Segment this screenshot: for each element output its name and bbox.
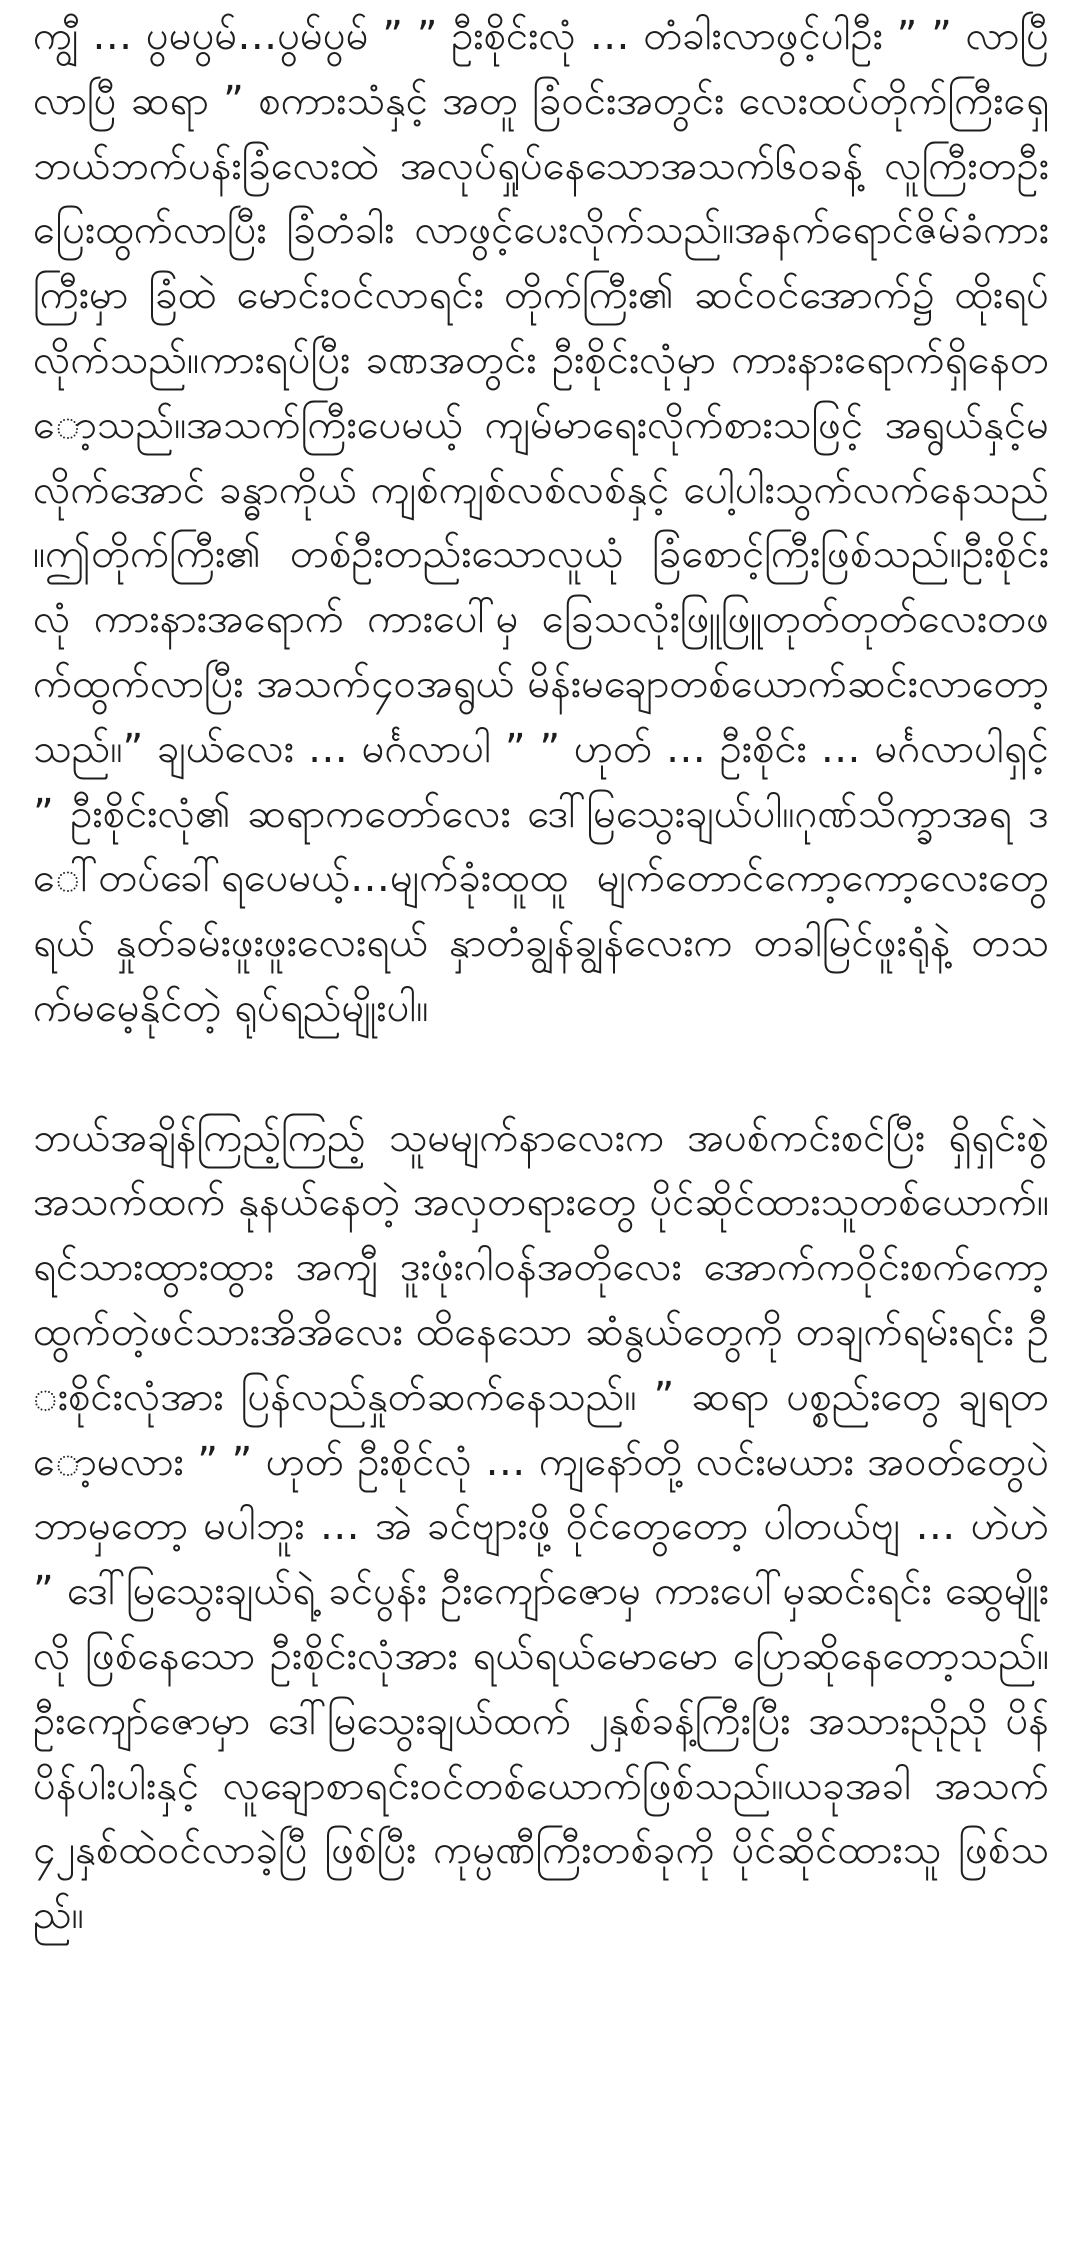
article-paragraph: ကျွီ … ပွမပွမ်…ပွမ်ပွမ် ” ” ဦးစိုင်းလုံ … တံခါးလာဖွင့်ပါဦး ” ” လာပြီ လာပြီ ဆရာ ” စကားသံနှင့် အတူ ခြံဝင်းအတွင်း လေးထပ်တိုက်ကြီးရှေ့ဘယ်ဘက်ပန်းခြံလေးထဲ အလုပ်ရှုပ်နေသောအသက်၆၀ခန့် လူကြီးတဦးပြေးထွက်လာပြီး ခြံတံခါး လာဖွင့်ပေးလိုက်သည်။အနက်ရောင်ဇိမ်ခံကားကြီးမှာ ခြံထဲ မောင်းဝင်လာရင်း တိုက်ကြီး၏ ဆင်ဝင်အောက်၌ ထိုးရပ်လိုက်သည်။ကားရပ်ပြီး ခဏအတွင်း ဦးစိုင်းလုံမှာ ကားနားရောက်ရှိနေတော့သည်။အသက်ကြီးပေမယ့် ကျမ်မာရေးလိုက်စားသဖြင့် အရွယ်နှင့်မလိုက်အောင် ခန္ဓာကိုယ် ကျစ်ကျစ်လစ်လစ်နှင့် ပေါ့ပါးသွက်လက်နေသည်။ဤတိုက်ကြီး၏ တစ်ဦးတည်းသောလူယုံ ခြံစောင့်ကြီးဖြစ်သည်။ဦးစိုင်းလုံ ကားနားအရောက် ကားပေါ်မှ ခြေသလုံးဖြူဖြူတုတ်တုတ်လေးတဖက်ထွက်လာပြီး အသက်၄၀အရွယ် မိန်းမချောတစ်ယောက်ဆင်းလာတော့သည်။” ချယ်လေး … မင်္ဂလာပါ ” ” ဟုတ် … ဦးစိုင်း … မင်္ဂလာပါရှင့် ” ဦးစိုင်းလုံ၏ ဆရာကတော်လေး ဒေါ်မြသွေးချယ်ပါ။ဂုဏ်သိက္ခာအရ ဒေါ်တပ်ခေါ်ရပေမယ့်…မျက်ခုံးထူထူ မျက်တောင်ကော့ကော့လေးတွေရယ် နှုတ်ခမ်းဖူးဖူးလေးရယ် နှာတံချွန်ချွန်လေးက တခါမြင်ဖူးရုံနဲ့ တသက်မမေ့နိုင်တဲ့ ရုပ်ရည်မျိုးပါ။ bbox=[33, 13, 1049, 1031]
article-body bbox=[33, 0, 1049, 2246]
article-paragraph: ဘယ်အချိန်ကြည့်ကြည့် သူမမျက်နာလေးက အပစ်ကင်းစင်ပြီး ရှိရှင်းစွဲအသက်ထက် နုနယ်နေတဲ့ အလှတရားတွေ ပိုင်ဆိုင်ထားသူတစ်ယောက်။ရင်သားထွားထွား အကျီ ဒူးဖုံးဂါဝန်အတိုလေး အောက်ကဝိုင်းစက်ကော့ထွက်တဲ့ဖင်သားအိအိလေး ထိနေသော ဆံနွယ်တွေကို တချက်ရမ်းရင်း ဦးစိုင်းလုံအား ပြန်လည်နှုတ်ဆက်နေသည်။ ” ဆရာ ပစ္စည်းတွေ ချရတော့မလား ” ” ဟုတ် ဦးစိုင်လုံ … ကျနော်တို့ လင်းမယား အဝတ်တွေပဲ ဘာမှတော့ မပါဘူး … အဲ ခင်ဗျားဖို့ ဝိုင်တွေတော့ ပါတယ်ဗျ … ဟဲဟဲ ” ဒေါ်မြသွေးချယ်ရဲ့ ခင်ပွန်း ဦးကျော်ဇောမှ ကားပေါ်မှဆင်းရင်း ဆွေမျိုးလို ဖြစ်နေသော ဦးစိုင်းလုံအား ရယ်ရယ်မောမော ပြောဆိုနေတော့သည်။ဦးကျော်ဇောမှာ ဒေါ်မြသွေးချယ်ထက် ၂နှစ်ခန့်ကြီးပြီး အသားညိုညို ပိန်ပိန်ပါးပါးနှင့် လူချောစာရင်းဝင်တစ်ယောက်ဖြစ်သည်။ယခုအခါ အသက်၄၂နှစ်ထဲဝင်လာခဲ့ပြီ ဖြစ်ပြီး ကုမ္ပဏီကြီးတစ်ခုကို ပိုင်ဆိုင်ထားသူ ဖြစ်သည်။ bbox=[33, 1114, 1049, 1939]
